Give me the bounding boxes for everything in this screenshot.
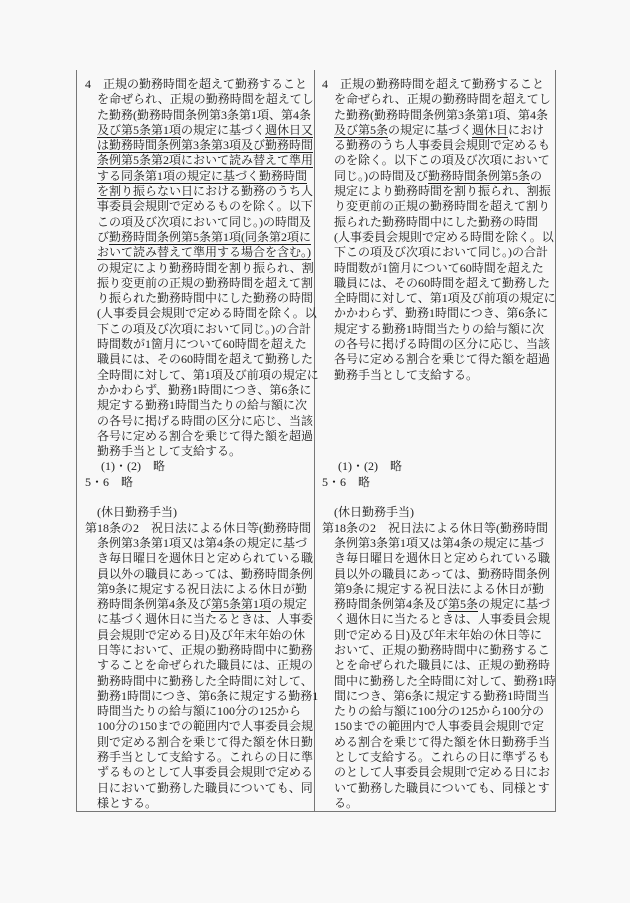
- text-segment: 員会規則で定める日)及び年末年始の休: [97, 627, 305, 642]
- text-segment: 員以外の職員にあっては、勤務時間条例: [97, 566, 313, 581]
- text-segment: 日において勤務した職員についても、同: [97, 780, 313, 795]
- text-line: [322, 643, 548, 658]
- text-segment: 時間当たりの給与額に100分の125から: [97, 704, 302, 719]
- text-line: [322, 658, 551, 673]
- text-line: [322, 368, 548, 383]
- text-line: [322, 750, 551, 765]
- text-segment: 4 正規の勤務時間を超えて勤務すること: [322, 77, 545, 91]
- text-line: [322, 352, 551, 367]
- text-segment: 勤務手当として支給する。: [97, 444, 242, 459]
- text-segment: として支給する。これらの日に準ずるも: [334, 750, 551, 765]
- text-segment: た勤務(勤務時間条例第3条第1項、第4条: [334, 107, 548, 122]
- text-line: [322, 781, 548, 796]
- text-segment: 振られた勤務時間中にした勤務の時間: [334, 214, 539, 229]
- text-segment: 規定する勤務1時間当たりの給与額に次: [334, 321, 545, 336]
- text-segment: 職員には、その60時間を超えて勤務した: [97, 352, 314, 367]
- text-line: [85, 352, 314, 367]
- text-segment: 事委員会規則で定めるものを除く。以下: [97, 199, 313, 214]
- text-line: [322, 322, 548, 337]
- text-segment: のを除く。以下この項及び次項において: [334, 153, 550, 168]
- text-line: [85, 704, 311, 719]
- text-line: [85, 184, 314, 199]
- text-segment: 100分の150までの範囲内で人事委員会規: [97, 719, 314, 734]
- text-line: [85, 122, 314, 138]
- text-line: [322, 169, 548, 184]
- text-segment: 各号に定める割合を乗じて得た額を超過: [334, 352, 551, 367]
- text-segment: 間中に勤務した全時間に対して、勤務1時: [334, 673, 556, 688]
- revision-underlined-text: を割り振らない日: [97, 184, 194, 199]
- revision-underlined-text: 及び第5条第1項: [97, 122, 182, 137]
- text-line: [322, 108, 548, 123]
- text-segment: ずるものとして人事委員会規則で定める: [97, 765, 314, 780]
- text-line: [85, 582, 311, 597]
- text-line: [322, 689, 548, 704]
- text-segment: のとして人事委員会規則で定める日にお: [334, 765, 551, 780]
- text-line: [322, 475, 548, 490]
- text-segment: 5・6 略: [85, 474, 134, 489]
- text-line: [85, 628, 311, 643]
- text-segment: 全時間に対して、第1項及び前項の規定に: [334, 291, 556, 306]
- text-line: [322, 459, 548, 474]
- text-segment: におけ: [508, 122, 545, 137]
- text-segment: 員以外の職員にあっては、勤務時間条例: [334, 566, 550, 581]
- text-segment: 様とする。: [97, 795, 158, 810]
- text-segment: の規定に基づく: [388, 122, 473, 137]
- text-line: [322, 275, 551, 291]
- text-line: [85, 688, 319, 704]
- text-line: [322, 291, 556, 306]
- text-segment: の規定により勤務時間を割り振られ、割: [97, 260, 314, 275]
- text-line: [85, 199, 311, 214]
- text-line: [322, 245, 548, 260]
- text-segment: たりの給与額に100分の125から100分の: [334, 704, 545, 719]
- text-line: [322, 734, 551, 750]
- revision-underlined-text: 勤務時間条例第5条第1項(同条第2項に: [109, 229, 312, 244]
- text-line: [85, 781, 311, 796]
- text-segment: 務時間条例第4条及び: [334, 597, 449, 612]
- revision-underlined-text: は勤務時間条例第3条第3項及び勤務時間: [97, 138, 314, 153]
- text-segment: の各号に掲げる時間の区分に応じ、当該: [334, 337, 551, 352]
- text-line: [85, 337, 311, 352]
- text-line: [85, 643, 311, 658]
- text-line: [322, 536, 548, 551]
- text-line: [85, 475, 311, 490]
- text-segment: 間につき、第6条に規定する勤務1時間当: [334, 688, 550, 703]
- revision-underlined-text: 第5条第1項: [211, 597, 272, 612]
- text-line: [85, 169, 311, 184]
- text-line: [85, 612, 314, 627]
- text-segment: 時間数が1箇月について60時間を超えた: [97, 337, 307, 352]
- text-segment: かかわらず、勤務1時間につき、第6条に: [334, 306, 549, 321]
- text-line: [85, 77, 311, 92]
- text-line: [322, 184, 551, 199]
- text-line: [85, 734, 314, 750]
- text-segment: 勤務1時間につき、第6条に規定する勤務1: [97, 688, 319, 703]
- text-segment: 勤務時間中に勤務した全時間に対して、: [97, 673, 313, 688]
- text-line: [322, 261, 548, 276]
- blank-line: [322, 414, 548, 429]
- revision-underlined-text: する同条第1項の規定に基づく勤務時間: [97, 168, 308, 183]
- text-line: [85, 459, 311, 474]
- text-segment: おいて、正規の勤務時間中に勤務するこ: [334, 642, 550, 657]
- text-segment: (1)・(2) 略: [338, 459, 402, 474]
- text-segment: に基づく週休日に当たるときは、人事委: [97, 612, 314, 627]
- text-line: [322, 123, 548, 138]
- text-line: [85, 536, 311, 551]
- text-segment: く週休日に当たるときは、人事委員会規: [334, 612, 551, 627]
- text-line: [322, 582, 548, 597]
- text-segment: の規定に基づく: [181, 122, 266, 137]
- text-segment: (休日勤務手当): [334, 505, 414, 520]
- text-line: [322, 673, 556, 689]
- text-segment: 振り変更前の正規の勤務時間を超えて割: [97, 275, 314, 290]
- text-segment: における勤務のうち人: [193, 184, 314, 199]
- text-line: [322, 551, 551, 566]
- text-line: [322, 597, 551, 612]
- text-line: [322, 765, 551, 780]
- left-column: [85, 77, 319, 811]
- blank-line: [322, 490, 548, 505]
- text-segment: 勤務手当として支給する。: [334, 367, 479, 382]
- text-segment: き毎日曜日を週休日と定められている職: [334, 551, 551, 566]
- text-line: [85, 551, 314, 566]
- text-line: [322, 77, 548, 92]
- text-line: [322, 199, 551, 214]
- text-line: [85, 383, 311, 398]
- revision-underlined-text: 週休日又: [265, 122, 314, 137]
- text-line: [322, 92, 551, 107]
- text-line: [322, 612, 551, 627]
- text-segment: この項及び次項において同じ。)の時間及: [97, 214, 311, 229]
- text-line: [85, 674, 311, 689]
- text-line: [322, 719, 548, 734]
- text-line: [85, 658, 314, 673]
- text-line: [322, 215, 548, 230]
- text-segment: 第18条の2 祝日法による休日等(勤務時間: [85, 520, 311, 535]
- revision-underlined-text: 条例第5条第2項において読み替えて準用: [97, 153, 314, 168]
- text-line: [85, 567, 311, 582]
- text-line: [322, 505, 548, 520]
- text-segment: (1)・(2) 略: [101, 459, 165, 474]
- text-line: [85, 367, 319, 383]
- text-line: [85, 92, 314, 107]
- revision-underlined-text: 第5条: [448, 597, 479, 612]
- right-column: [322, 77, 556, 811]
- text-line: [322, 704, 548, 719]
- text-segment: の規定: [271, 597, 308, 612]
- text-segment: 第9条に規定する祝日法による休日が勤: [97, 581, 308, 596]
- text-segment: 則で定める日)及び年末年始の休日等に: [334, 627, 542, 642]
- text-segment: 条例第3条第1項又は第4条の規定に基づ: [334, 535, 545, 550]
- text-segment: 則で定める割合を乗じて得た額を休日勤: [97, 734, 314, 749]
- text-line: [85, 444, 311, 459]
- text-line: [85, 322, 311, 337]
- text-segment: (人事委員会規則で定める時間を除く。以: [97, 306, 317, 321]
- text-segment: 日等において、正規の勤務時間中に勤務: [97, 642, 313, 657]
- text-segment: 時間数が1箇月について60時間を超えた: [334, 260, 544, 275]
- text-line: [322, 521, 548, 536]
- text-line: [85, 306, 317, 321]
- blank-line: [85, 490, 311, 505]
- text-segment: (人事委員会規則で定める時間を除く。以: [334, 229, 554, 244]
- text-line: [85, 291, 314, 306]
- text-segment: いて勤務した職員についても、同様とす: [334, 780, 550, 795]
- revision-underlined-text: 週休日: [472, 122, 509, 137]
- revision-underlined-text: 及び第5条: [334, 122, 389, 137]
- text-segment: の各号に掲げる時間の区分に応じ、当該: [97, 413, 314, 428]
- text-segment: 全時間に対して、第1項及び前項の規定に: [97, 367, 319, 382]
- text-segment: することを命ぜられた職員には、正規の: [97, 658, 314, 673]
- text-line: [322, 138, 551, 153]
- text-line: [85, 428, 314, 444]
- text-segment: 務時間条例第4条及び: [97, 597, 212, 612]
- text-line: [85, 153, 314, 168]
- revision-underlined-text: 勤務時間条例第5条: [428, 168, 531, 183]
- text-segment: り変更前の正規の勤務時間を超えて割り: [334, 199, 551, 214]
- text-segment: 各号に定める割合を乗じて得た額を超過: [97, 428, 314, 443]
- text-segment: を命ぜられ、正規の勤務時間を超えてし: [97, 92, 314, 107]
- text-line: [85, 521, 311, 536]
- text-segment: 4 正規の勤務時間を超えて勤務すること: [85, 77, 308, 91]
- text-segment: 同じ。)の時間及び: [334, 168, 428, 183]
- text-segment: た勤務(勤務時間条例第3条第1項、第4条: [97, 107, 311, 122]
- text-segment: める割合を乗じて得た額を休日勤務手当: [334, 734, 551, 749]
- text-line: [322, 567, 548, 582]
- text-segment: 務手当として支給する。これらの日に準: [97, 750, 314, 765]
- text-line: [322, 337, 551, 352]
- text-line: [85, 413, 314, 429]
- text-segment: (休日勤務手当): [97, 505, 177, 520]
- text-line: [85, 260, 314, 276]
- text-segment: り振られた勤務時間中にした勤務の時間: [97, 291, 314, 306]
- text-line: [85, 245, 311, 260]
- text-segment: る勤務のうち人事委員会規則で定めるも: [334, 138, 551, 153]
- blank-line: [322, 398, 548, 413]
- text-segment: 下この項及び次項において同じ。)の合計: [97, 321, 311, 336]
- text-segment: 規定する勤務1時間当たりの給与額に次: [97, 398, 308, 413]
- text-segment: き毎日曜日を週休日と定められている職: [97, 551, 314, 566]
- text-segment: 規定により勤務時間を割り振られ、割振: [334, 184, 551, 199]
- text-segment: 第18条の2 祝日法による休日等(勤務時間: [322, 520, 548, 535]
- text-line: [85, 796, 311, 811]
- text-segment: 職員には、その60時間を超えて勤務した: [334, 275, 551, 290]
- text-line: [322, 796, 548, 811]
- text-line: [322, 306, 548, 321]
- text-segment: を命ぜられ、正規の勤務時間を超えてし: [334, 92, 551, 107]
- text-line: [322, 628, 548, 643]
- text-line: [85, 719, 314, 734]
- text-segment: の規定に基づ: [478, 597, 551, 612]
- text-segment: る。: [334, 795, 359, 810]
- text-segment: の: [530, 168, 543, 183]
- blank-line: [322, 383, 548, 398]
- text-line: [85, 275, 314, 291]
- text-segment: 第9条に規定する祝日法による休日が勤: [334, 581, 545, 596]
- text-line: [85, 505, 311, 520]
- text-line: [322, 153, 548, 168]
- text-line: [85, 597, 311, 612]
- text-line: [85, 398, 311, 413]
- text-line: [85, 765, 314, 780]
- revision-underlined-text: おいて読み替えて準用する場合を含む。): [97, 245, 311, 260]
- text-segment: 5・6 略: [322, 474, 371, 489]
- text-line: [85, 215, 311, 230]
- text-segment: 下この項及び次項において同じ。)の合計: [334, 245, 548, 260]
- text-segment: 150までの範囲内で人事委員会規則で定: [334, 719, 545, 734]
- comparison-table: [76, 70, 556, 812]
- text-segment: かかわらず、勤務1時間につき、第6条に: [97, 382, 312, 397]
- text-segment: 条例第3条第1項又は第4条の規定に基づ: [97, 535, 308, 550]
- blank-line: [322, 429, 548, 444]
- text-line: [85, 750, 314, 765]
- text-line: [322, 229, 554, 245]
- text-line: [85, 138, 314, 153]
- text-segment: び: [97, 229, 110, 244]
- text-segment: とを命ぜられた職員には、正規の勤務時: [334, 658, 551, 673]
- blank-line: [322, 444, 548, 459]
- text-line: [85, 230, 311, 245]
- text-line: [85, 108, 311, 123]
